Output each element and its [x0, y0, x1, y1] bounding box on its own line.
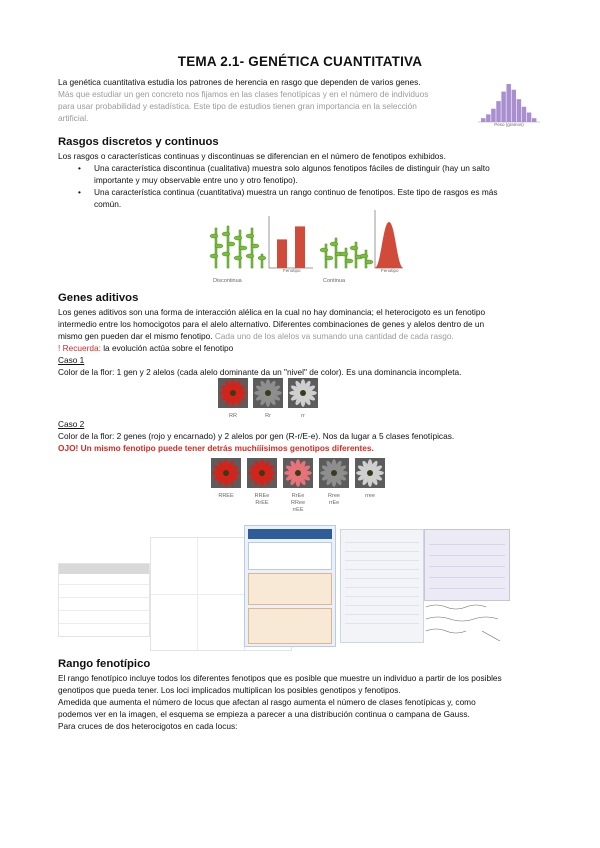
weight-histogram [474, 74, 544, 130]
traits-illustration [205, 208, 405, 278]
caso2-flower [210, 458, 242, 514]
histogram-bar [522, 107, 526, 122]
ojo-warning: OJO! Un mismo fenotipo puede tener detrás muchííísimos genotipos diferentes. [58, 443, 374, 453]
genotype-column [340, 529, 424, 643]
flower-icon [218, 378, 248, 408]
rasgos-lead: Los rasgos o características continuas y discontinuas se diferencian en el número de fenotipos exhibidos. [58, 151, 446, 161]
flower-icon [283, 458, 313, 488]
handwritten-notes [422, 601, 518, 645]
heading-rango-fenotipico: Rango fenotípico [58, 658, 151, 670]
genotype-label: RrEE [255, 500, 269, 506]
caso2-flower [246, 458, 278, 514]
flower-icon [247, 458, 277, 488]
aditivos-line: mismo gen pueden dar el mismo fenotipo. Cada uno de los alelos va sumando una cantidad de cada rasgo. [58, 331, 454, 341]
caso1-flower [218, 378, 248, 419]
flower-icon [288, 378, 318, 408]
aditivos-line: Los genes aditivos son una forma de interacción alélica en la cual no hay dominancia; el heterocigoto es un fenotipo [58, 307, 486, 317]
genotype-label: rrEE [292, 507, 304, 513]
histogram-bar [517, 99, 521, 122]
caso2-flower [354, 458, 386, 514]
histogram-bar [527, 113, 531, 123]
caso2-text: Color de la flor: 2 genes (rojo y encarnado) y 2 alelos por gen (R-r/E-e). Nos da lugar a 5 clases fenotípicas. [58, 431, 455, 441]
discontinua-label: Discontinua [213, 278, 242, 284]
flower-icon [319, 458, 349, 488]
aditivos-line: intermedio entre los homocigotos para el alelo alternativo. Diferentes combinaciones de genes y alelos dentro de un [58, 319, 485, 329]
intro-detail-line: para usar probabilidad y estadística. Este tipo de estudios tienen gran importancia en la selección [58, 101, 417, 111]
caso2-flower [282, 458, 314, 514]
genotype-label: RREE [218, 493, 234, 499]
recuerda-note: ! Recuerda: la evolución actúa sobre el fenotipo [58, 343, 234, 353]
genotype-label: rree [365, 493, 375, 499]
caso1-title: Caso 1 [58, 355, 85, 365]
histogram-bar [486, 114, 490, 122]
punnett-table-small [58, 563, 150, 637]
continua-label: Continua [323, 278, 346, 284]
histogram-caption: Peso (gramos) [494, 122, 524, 127]
caso1-flowers [218, 378, 378, 418]
caso2-title: Caso 2 [58, 419, 85, 429]
intro-detail-line: Más que estudiar un gen concreto nos fijamos en las clases fenotípicas y en el número de individuos [58, 89, 429, 99]
histogram-bar [501, 92, 505, 122]
genotype-label: rrEe [328, 500, 340, 506]
bar-axis-label: Fenotipo [283, 268, 301, 273]
genotype-label: Rr [265, 413, 271, 419]
heading-rasgos: Rasgos discretos y continuos [58, 136, 219, 148]
discrete-bar [277, 239, 287, 268]
histogram-bar [512, 90, 516, 122]
bullet-discontinua-cont: importante y muy observable entre uno y otro fenotipo). [94, 175, 298, 185]
rango-line: Para cruces de dos heterocigotos en cada locus: [58, 721, 238, 731]
phenotype-column [424, 529, 510, 601]
flower-icon [211, 458, 241, 488]
crosses-figure [58, 525, 548, 645]
histogram-bar [496, 101, 500, 122]
caso2-flowers [210, 458, 390, 518]
intro-paragraph: La genética cuantitativa estudia los patrones de herencia en rasgo que dependen de varios genes. [58, 77, 421, 87]
genotype-label: RRee [290, 500, 306, 506]
genotype-label: Rree [328, 493, 340, 499]
caso2-flower [318, 458, 350, 514]
discrete-continuous-figure [205, 208, 405, 288]
page-title: TEMA 2.1- GENÉTICA CUANTITATIVA [177, 54, 423, 69]
rango-line: podemos ver en la imagen, el esquema se empieza a parecer a una distribución continua o campana de Gauss. [58, 709, 470, 719]
caso1-text: Color de la flor: 1 gen y 2 alelos (cada alelo dominante da un "nivel" de color). Es una dominancia incompleta. [58, 367, 462, 377]
discrete-bar [295, 226, 305, 268]
schema-diagram [244, 525, 336, 647]
curve-axis-label: Fenotipo [381, 268, 399, 273]
notes-scribble [422, 601, 518, 645]
genotype-label: rr [301, 413, 305, 419]
genotype-label: RrEe [291, 493, 305, 499]
flower-icon [253, 378, 283, 408]
caso1-flower [253, 378, 283, 419]
rango-line: genotipos que pueda tener. Los loci implicados multiplican los posibles genotipos y fenotipos. [58, 685, 401, 695]
heading-genes-aditivos: Genes aditivos [58, 292, 139, 304]
continuous-curve [375, 210, 403, 268]
genotype-label: RR [229, 413, 237, 419]
bullet-continua-cont: común. [94, 199, 122, 209]
histogram-bar [491, 109, 495, 122]
histogram-bar [506, 84, 510, 122]
flower-icon [355, 458, 385, 488]
caso1-flower [288, 378, 318, 419]
bullet-continua: • Una característica continua (cuantitativa) muestra un rango continuo de fenotipos. Este tipo de rasgos es más [58, 186, 558, 198]
rango-line: Amedida que aumenta el número de locus que afectan al rasgo aumenta el número de clases fenotípicas y, como [58, 697, 476, 707]
rango-line: El rango fenotípico incluye todos los diferentes fenotipos que es posible que muestre un individuo a partir de los posibles [58, 673, 502, 683]
genotype-label: RREe [254, 493, 270, 499]
bullet-discontinua: • Una característica discontinua (cualitativa) muestra solo algunos fenotipos fáciles de distinguir (hay un salto [58, 162, 558, 174]
discrete-bar-chart [269, 216, 313, 268]
intro-detail-line: artificial. [58, 113, 89, 123]
